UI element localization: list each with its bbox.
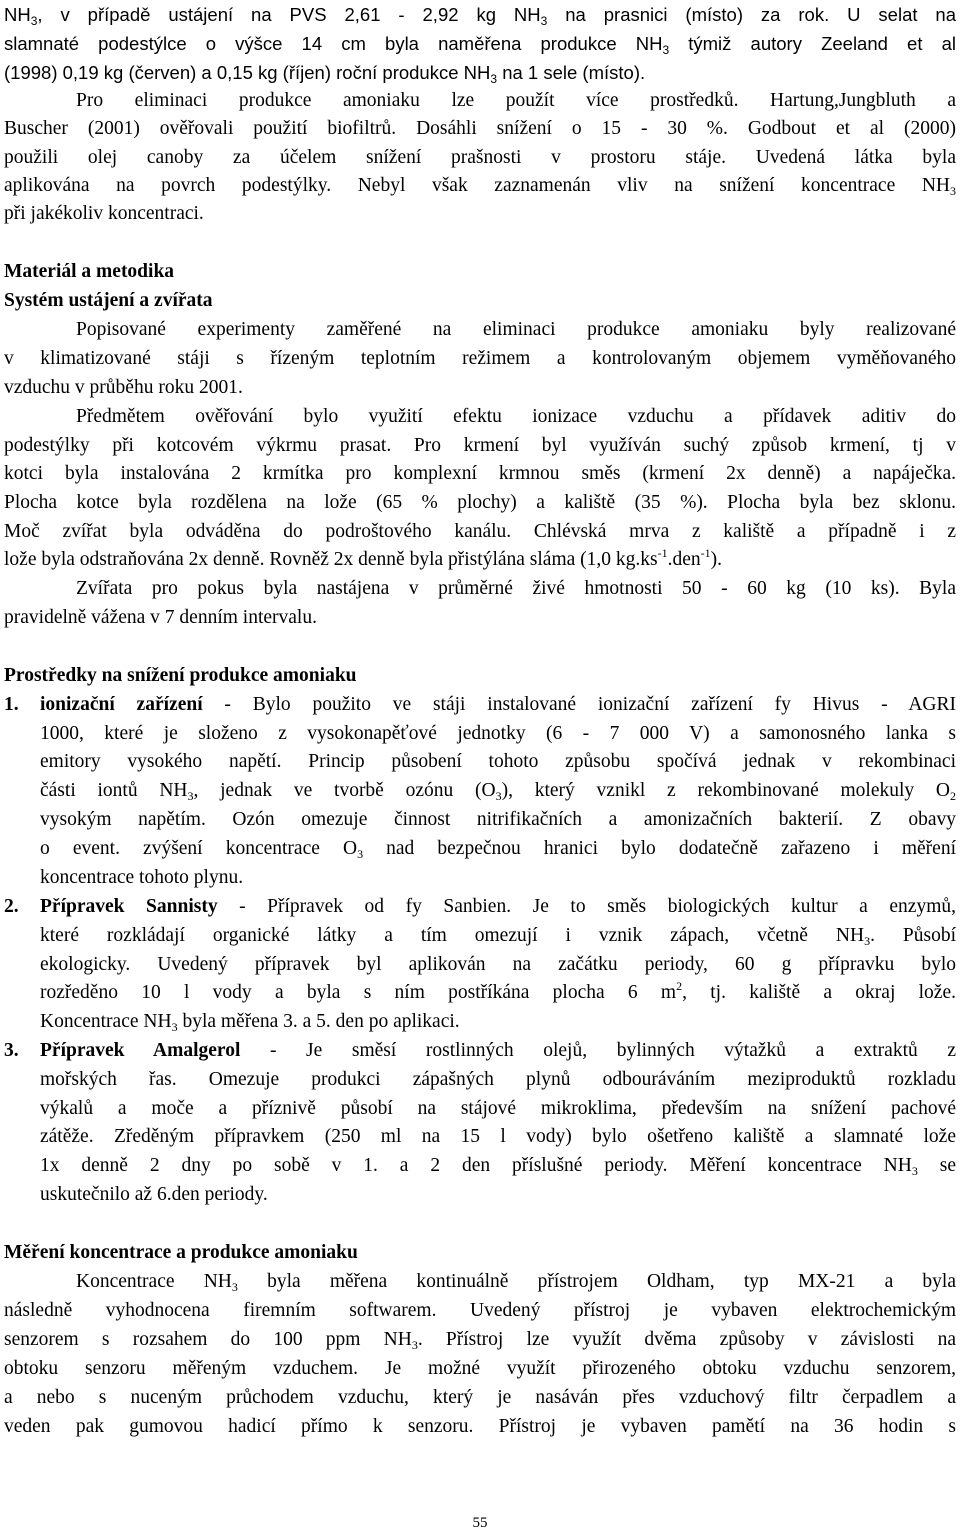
section-heading-measurement: Měření koncentrace a produkce amoniaku (4, 1242, 358, 1263)
item-3-line-1: Přípravek Amalgerol - Je směsí rostlinných olejů, bylinných výtažků a extraktů z (40, 1040, 956, 1061)
subheading-housing: Systém ustájení a zvířata (4, 290, 213, 311)
item-3-number: 3. (4, 1040, 19, 1061)
intro-line-4: Pro eliminaci produkce amoniaku lze použít více prostředků. Hartung,Jungbluth a (76, 90, 956, 111)
intro-line-6: použili olej canoby za účelem snížení prašnosti v prostoru stáje. Uvedená látka byla (4, 147, 956, 168)
item-1-line-4: části iontů $NH_3$, jednak ve tvorbě ozónu $(O_3)$, který vznikl z rekombinované molekuly $O_2$ (40, 780, 956, 803)
item-1-title: ionizační zařízení (40, 694, 203, 715)
para2-line-2: podestýlky při kotcovém výkrmu prasat. Pro krmení byl využíván suchý způsob krmení, tj v (4, 435, 956, 456)
intro-line-3: (1998) 0,19 kg (červen) a 0,15 kg (říjen) roční produkce $NH_3$ na 1 sele (místo). (4, 62, 646, 86)
intro-line-5: Buscher (2001) ověřovali použití biofiltrů. Dosáhli snížení o 15 - 30 %. Godbout et al (2000) (4, 118, 956, 139)
para2-line-5: Moč zvířat byla odváděna do podroštového kanálu. Chlévská mrva z kaliště a případně i z (4, 521, 956, 542)
para2-line-4: Plocha kotce byla rozdělena na lože (65 % plochy) a kaliště (35 %). Plocha byla bez sklonu. (4, 492, 956, 513)
item-1-line-5: vysokým napětím. Ozón omezuje činnost nitrifikačních a amonizačních bakterií. Z obavy (40, 809, 956, 830)
item-1-line-7: koncentrace tohoto plynu. (40, 867, 244, 888)
page-number: 55 (472, 1515, 488, 1531)
measure-line-2: následně vyhodnocena firemním softwarem. Uvedený přístroj je vybaven elektrochemickým (4, 1300, 956, 1321)
item-3-line-5: 1x denně 2 dny po sobě v 1. a 2 den příslušné periody. Měření koncentrace $NH_3$ se (40, 1155, 956, 1178)
measure-line-4: obtoku senzoru měřeným vzduchem. Je možné využít přirozeného obtoku vzduchu senzorem, (4, 1358, 956, 1379)
item-1-line-3: emitory vysokého napětí. Princip působení tohoto způsobu spočívá jednak v rekombinaci (40, 751, 956, 772)
measure-line-6: veden pak gumovou hadicí přímo k senzoru. Přístroj je vybaven pamětí na 36 hodin s (4, 1416, 956, 1437)
intro-line-7: aplikována na povrch podestýlky. Nebyl však zaznamenán vliv na snížení koncentrace $NH_3$ (4, 175, 956, 198)
para1-line-3: vzduchu v průběhu roku 2001. (4, 377, 243, 398)
item-1-line-1: ionizační zařízení - Bylo použito ve stáji instalované ionizační zařízení fy Hivus - AGRI (40, 694, 957, 715)
item-3-line-2: mořských řas. Omezuje produkci zápašných plynů odbouráváním meziproduktů rozkladu (40, 1069, 956, 1090)
para3-line-1: Zvířata pro pokus byla nastájena v průměrné živé hmotnosti 50 - 60 kg (10 ks). Byla (76, 578, 956, 599)
para1-line-1: Popisované experimenty zaměřené na eliminaci produkce amoniaku byly realizované (76, 319, 956, 340)
measure-line-3: senzorem s rozsahem do 100 ppm $NH_3$. Přístroj lze využít dvěma způsoby v závislosti na (4, 1329, 956, 1352)
item-2-line-4: rozředěno 10 l vody a byla s ním postříkána plocha 6 $m^2$, tj. kaliště a okraj lože. (40, 979, 956, 1003)
intro-line-1: $NH_3$, v případě ustájení na PVS 2,61 - 2,92 kg $NH_3$ na prasnici (místo) za rok. U selat na (4, 4, 957, 28)
measure-line-5: a nebo s nuceným průchodem vzduchu, který je nasáván přes vzduchový filtr čerpadlem a (4, 1387, 956, 1408)
item-2-title: Přípravek Sannisty (40, 896, 218, 917)
para2-line-1: Předmětem ověřování bylo využití efektu ionizace vzduchu a přídavek aditiv do (76, 406, 956, 427)
item-3-title: Přípravek Amalgerol (40, 1040, 241, 1061)
section-heading-means: Prostředky na snížení produkce amoniaku (4, 665, 357, 686)
item-1-number: 1. (4, 694, 19, 715)
para3-line-2: pravidelně vážena v 7 denním intervalu. (4, 607, 317, 628)
intro-line-2: slamnaté podestýlce o výšce 14 cm byla naměřena produkce $NH_3$ týmiž autory Zeeland et al (4, 33, 956, 57)
item-2-line-3: ekologicky. Uvedený přípravek byl aplikován na začátku periody, 60 g přípravku bylo (40, 954, 956, 975)
item-2-line-1: Přípravek Sannisty - Přípravek od fy Sanbien. Je to směs biologických kultur a enzymů, (40, 896, 956, 917)
section-heading-material: Materiál a metodika (4, 261, 175, 282)
item-3-line-3: výkalů a moče a příznivě působí na stájové mikroklima, především na snížení pachové (40, 1098, 956, 1119)
item-2-line-5: Koncentrace $NH_3$ byla měřena 3. a 5. den po aplikaci. (40, 1011, 460, 1034)
para2-line-3: kotci byla instalována 2 krmítka pro komplexní krmnou směs (krmení 2x denně) a napáječka. (4, 463, 956, 484)
item-1-line-6: o event. zvýšení koncentrace $O_3$ nad bezpečnou hranici bylo dodatečně zařazeno i měření (40, 838, 956, 861)
item-1-line-2: 1000, které je složeno z vysokonapěťové jednotky (6 - 7 000 V) a samonosného lanka s (40, 723, 956, 744)
item-2-line-2: které rozkládají organické látky a tím omezují i vznik zápach, včetně $NH_3$. Působí (40, 925, 956, 948)
measure-line-1: Koncentrace $NH_3$ byla měřena kontinuálně přístrojem Oldham, typ MX-21 a byla (76, 1271, 956, 1294)
para1-line-2: v klimatizované stáji s řízeným teplotním režimem a kontrolovaným objemem vyměňovaného (4, 348, 956, 369)
item-3-line-4: zátěže. Zředěným přípravkem (250 ml na 15 l vody) bylo ošetřeno kaliště a slamnaté lože (40, 1126, 956, 1147)
intro-line-8: při jakékoliv koncentraci. (4, 203, 204, 224)
item-2-number: 2. (4, 896, 19, 917)
item-3-line-6: uskutečnilo až 6.den periody. (40, 1184, 268, 1205)
para2-line-6: lože byla odstraňována 2x denně. Rovněž 2x denně byla přistýlána sláma (1,0 $kg.ks^{-1}.den^{-1}$). (4, 546, 723, 570)
